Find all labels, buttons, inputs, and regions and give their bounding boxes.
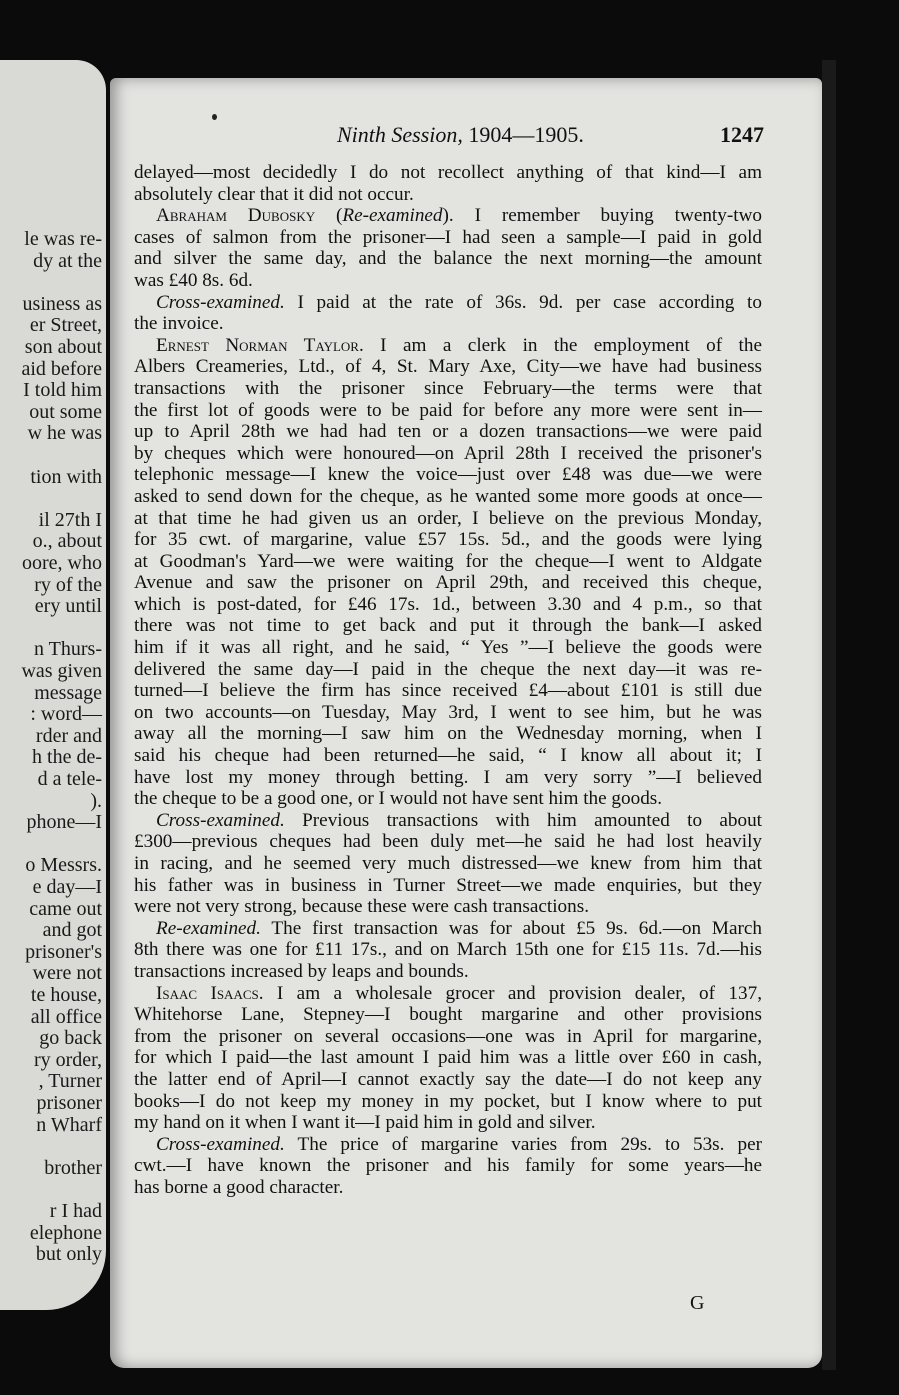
left-page-fragment: n Wharf	[36, 1113, 102, 1136]
text-line	[134, 227, 762, 249]
left-page-fragment: ry order,	[33, 1048, 102, 1071]
text-line	[134, 443, 762, 465]
left-page-fragment: h the de-	[32, 746, 102, 769]
text-run: which is post-dated, for £46 17s. 1d., between 3.30 and 4 p.m., so that	[134, 593, 762, 615]
left-page-fragment: elephone	[29, 1221, 102, 1244]
text-run: telephonic message—I knew the voice—just over £48 was due—we were	[134, 464, 762, 486]
page-edge-shadow	[822, 60, 836, 1370]
text-line	[134, 162, 762, 184]
text-line	[134, 961, 762, 983]
text-run: at that time he had given us an order, I believe on the previous Monday,	[134, 507, 762, 529]
text-run: there was not time to get back and put it through the bank—I asked	[134, 615, 762, 637]
text-line	[134, 615, 762, 637]
text-run: on two accounts—on Tuesday, May 3rd, I went to see him, but he was	[134, 701, 762, 723]
text-line	[134, 421, 762, 443]
text-line	[134, 745, 762, 767]
text-line	[134, 831, 762, 853]
left-page-fragment: te house,	[30, 984, 102, 1006]
left-page-fragment: prisoner's	[25, 940, 102, 963]
left-page-fragment: rder and	[35, 724, 102, 747]
text-line	[134, 572, 762, 594]
text-run: and silver the same day, and the balance the next morning—the amount	[134, 248, 762, 270]
text-run: delivered the same day—I paid in the cheque the next day—it was re-	[134, 658, 762, 680]
left-page-fragment: out some	[29, 400, 102, 423]
text-run: asked to send down for the cheque, as he wanted some more goods at once—	[134, 485, 762, 507]
left-page-fragment: , Turner	[38, 1070, 102, 1093]
left-page-fragment: w he was	[27, 422, 102, 445]
text-line	[134, 356, 762, 378]
witness-name: Isaac Isaacs.	[156, 982, 264, 1004]
text-run: up to April 28th we had had ten or a dozen transactions—we were paid	[134, 421, 762, 443]
examination-label: Re-examined.	[156, 917, 261, 939]
text-line	[134, 1069, 762, 1091]
left-page-fragment: e day—I	[32, 876, 102, 898]
left-page-fragment: o Messrs.	[25, 854, 102, 877]
text-run: the cheque to be a good one, or I would not have sent him the goods.	[134, 788, 663, 810]
left-page-fragment: r I had	[49, 1200, 102, 1222]
text-line	[134, 702, 762, 724]
text-run: said his cheque had been returned—he said, “ I know all about it; I	[134, 745, 762, 767]
left-page-fragment: all office	[30, 1005, 102, 1028]
text-line	[134, 1155, 762, 1177]
left-facing-page	[0, 60, 106, 1310]
text-line	[134, 529, 762, 551]
text-run: Albers Creameries, Ltd., of 4, St. Mary Axe, City—we have had business	[134, 356, 762, 378]
left-page-fragment: ery until	[34, 595, 102, 618]
text-run: have lost my money through betting. I am very sorry ”—I believed	[134, 766, 762, 788]
text-line	[134, 1004, 762, 1026]
text-run: transactions with the prisoner since February—the terms were that	[134, 377, 762, 399]
text-line	[134, 1134, 762, 1156]
witness-name: Abraham Dubosky	[156, 205, 316, 227]
text-run: cwt.—I have known the prisoner and his family for some years—he	[134, 1155, 762, 1177]
page-number: 1247	[720, 122, 764, 147]
left-page-fragment: and got	[42, 919, 102, 942]
text-line	[134, 810, 762, 832]
text-run: delayed—most decidedly I do not recollect anything of that kind—I am	[134, 162, 762, 183]
left-page-fragment: tion with	[30, 465, 102, 488]
left-page-fragment: were not	[32, 962, 102, 985]
text-line	[134, 270, 762, 292]
text-run: were not very strong, because these were cash transactions.	[134, 896, 589, 918]
text-run: from the prisoner on several occasions—one was in April for margarine,	[134, 1025, 762, 1047]
text-line	[134, 1047, 762, 1069]
left-page-fragment: I told him	[23, 379, 102, 402]
text-run: for which I paid—the last amount I paid him was a little over £60 in cash,	[134, 1047, 762, 1069]
text-run: ). I remember buying twenty-two	[442, 205, 763, 227]
text-line	[134, 594, 762, 616]
text-run: for 35 cwt. of margarine, value £57 15s. 5d., and the goods were lying	[134, 529, 762, 551]
text-run: cases of salmon from the prisoner—I had seen a sample—I paid in gold	[134, 226, 762, 248]
text-line	[134, 1091, 762, 1113]
text-run: books—I do not keep my money in my pocket, but I know where to put	[134, 1090, 762, 1112]
text-line	[134, 1177, 762, 1199]
text-line	[134, 637, 762, 659]
text-run: Whitehorse Lane, Stepney—I bought margarine and other provisions	[134, 1004, 762, 1026]
text-line	[134, 767, 762, 789]
left-page-fragment: phone—I	[26, 811, 102, 834]
left-page-fragment: o., about	[32, 530, 102, 553]
running-title: Ninth Session, 1904—1905.	[337, 122, 584, 147]
left-page-fragment: n Thurs-	[34, 638, 102, 661]
text-run: I paid at the rate of 36s. 9d. per case according to	[284, 291, 762, 313]
text-line	[134, 680, 762, 702]
body-text	[134, 162, 762, 1199]
left-page-fragment: d a tele-	[37, 768, 102, 790]
text-line	[134, 292, 762, 314]
left-page-fragment: ry of the	[34, 573, 102, 596]
left-page-fragment: was given	[21, 660, 102, 682]
text-line	[134, 1112, 762, 1134]
left-page-fragment: il 27th I	[38, 508, 102, 531]
text-run: was £40 8s. 6d.	[134, 269, 253, 291]
text-run: I am a wholesale grocer and provision dealer, of 137,	[263, 982, 762, 1004]
text-run: at Goodman's Yard—we were waiting for the cheque—I went to Aldgate	[134, 550, 762, 572]
left-page-fragment: oore, who	[22, 552, 102, 574]
examination-label: Cross-examined.	[156, 291, 285, 313]
left-page-fragment: go back	[39, 1027, 102, 1050]
examination-label: Re-examined	[342, 205, 443, 227]
text-run: the latter end of April—I cannot exactly say the date—I do not keep any	[134, 1068, 762, 1090]
text-run: the invoice.	[134, 313, 224, 335]
examination-label: Cross-examined.	[156, 809, 285, 831]
left-page-fragment: dy at the	[33, 249, 102, 272]
text-line	[134, 983, 762, 1005]
text-line	[134, 313, 762, 335]
left-page-fragment: brother	[44, 1156, 102, 1179]
text-line	[134, 1026, 762, 1048]
text-line	[134, 896, 762, 918]
text-line	[134, 551, 762, 573]
text-run: turned—I believe the firm has since received £4—about £101 is still due	[134, 680, 762, 702]
text-run: Previous transactions with him amounted to about	[284, 809, 762, 831]
text-line	[134, 248, 762, 270]
text-run: Avenue and saw the prisoner on April 29th, and received this cheque,	[134, 572, 762, 594]
text-line	[134, 918, 762, 940]
text-line	[134, 939, 762, 961]
text-line	[134, 205, 762, 227]
left-page-fragment: ).	[90, 789, 102, 812]
text-line	[134, 788, 762, 810]
text-line	[134, 508, 762, 530]
text-line	[134, 335, 762, 357]
text-run: in racing, and he seemed very much distressed—we knew from him that	[134, 853, 762, 874]
text-line	[134, 464, 762, 486]
text-line	[134, 184, 762, 206]
text-line	[134, 723, 762, 745]
text-run: £300—previous cheques had been duly met—he said he had lost heavily	[134, 831, 762, 853]
signature-mark: G	[690, 1292, 705, 1314]
ink-speck	[212, 114, 217, 120]
text-run: his father was in business in Turner Street—we made enquiries, but they	[134, 874, 762, 896]
left-page-fragment: prisoner	[36, 1092, 102, 1114]
text-run: by cheques which were honoured—on April 28th I received the prisoner's	[134, 442, 762, 464]
left-page-fragment: le was re-	[24, 228, 102, 250]
left-page-fragment: message	[34, 681, 102, 704]
text-line	[134, 378, 762, 400]
text-run: the first lot of goods were to be paid for before any more were sent in—	[134, 399, 762, 421]
text-line	[134, 659, 762, 681]
text-run: (	[315, 205, 343, 227]
left-page-fragment: son about	[24, 336, 102, 358]
examination-label: Cross-examined.	[156, 1133, 285, 1155]
text-line	[134, 853, 762, 875]
left-page-fragment: aid before	[21, 357, 102, 380]
text-run: The price of margarine varies from 29s. to 53s. per	[284, 1133, 762, 1155]
text-run: I am a clerk in the employment of the	[363, 334, 762, 356]
left-page-fragment: but only	[35, 1243, 102, 1266]
text-run: my hand on it when I want it—I paid him in gold and silver.	[134, 1112, 596, 1134]
text-run: transactions increased by leaps and bounds.	[134, 960, 469, 982]
left-page-fragment: : word—	[30, 703, 102, 726]
text-line	[134, 486, 762, 508]
text-run: has borne a good character.	[134, 1176, 344, 1198]
text-run: away all the morning—I saw him on the Wednesday morning, when I	[134, 723, 762, 745]
text-line	[134, 400, 762, 422]
left-page-fragment: usiness as	[22, 292, 102, 315]
text-run: 8th there was one for £11 17s., and on March 15th one for £15 11s. 7d.—his	[134, 939, 762, 961]
left-page-fragment: er Street,	[29, 314, 102, 337]
running-header	[112, 122, 812, 158]
left-page-fragment: came out	[29, 897, 102, 920]
text-run: absolutely clear that it did not occur.	[134, 183, 414, 205]
text-run: The first transaction was for about £5 9s. 6d.—on March	[260, 917, 762, 939]
witness-name: Ernest Norman Taylor.	[156, 334, 364, 356]
text-run: him if it was all right, and he said, “ Yes ”—I believe the goods were	[134, 637, 762, 659]
text-line	[134, 875, 762, 897]
